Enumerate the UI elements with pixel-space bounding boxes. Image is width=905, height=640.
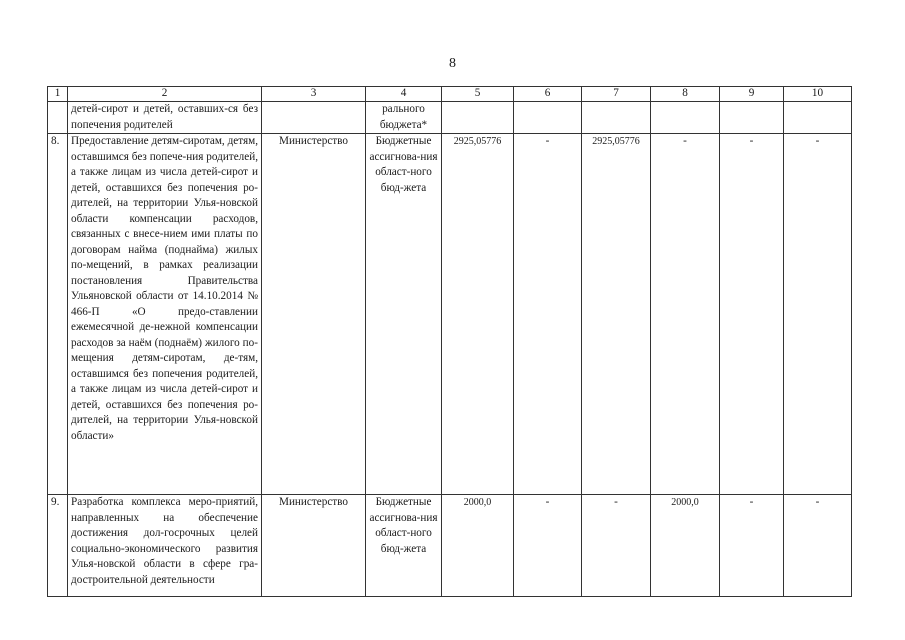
row-value-col9 — [720, 102, 784, 134]
row-description: Разработка комплекса меро-приятий, направленных на обеспечение достижения дол-госрочных целей социально-экономического развития Улья-новской области в сфере гра-достроительной деятельности — [68, 495, 262, 597]
row-value-col7: 2925,05776 — [582, 134, 651, 495]
column-number: 6 — [514, 87, 582, 102]
row-executor: Министерство — [262, 134, 366, 495]
row-number: 8. — [48, 134, 68, 495]
row-value-col8: 2000,0 — [651, 495, 720, 597]
column-number: 7 — [582, 87, 651, 102]
row-value-col5: 2925,05776 — [442, 134, 514, 495]
row-value-col7 — [582, 102, 651, 134]
row-value-col6 — [514, 102, 582, 134]
row-value-col6: - — [514, 495, 582, 597]
column-number: 10 — [784, 87, 852, 102]
column-number: 1 — [48, 87, 68, 102]
budget-table — [47, 86, 852, 597]
table-row — [48, 102, 852, 134]
row-value-col9: - — [720, 134, 784, 495]
row-executor: Министерство — [262, 495, 366, 597]
row-executor — [262, 102, 366, 134]
row-value-col5 — [442, 102, 514, 134]
column-number: 8 — [651, 87, 720, 102]
row-value-col10: - — [784, 134, 852, 495]
column-number: 3 — [262, 87, 366, 102]
row-value-col10: - — [784, 495, 852, 597]
row-description: Предоставление детям-сиротам, детям, оставшимся без попече-ния родителей, а также лицам из числа детей-сирот и детей, оставшихся без попечения ро-дителей, на территории Улья-новской области компенсации расходов, связанных с внесе-нием ими платы по договорам найма (поднайма) жилых по-мещений, в рамках реализации постановления Правительства Ульяновской области от 14.10.2014 № 466-П «О предо-ставлении ежемесячной де-нежной компенсации расходов за наём (поднаём) жилого по-мещения детям-сиротам, де-тям, оставшимся без попечения родителей, а также лицам из числа детей-сирот и детей, оставшихся без попечения ро-дителей, на территории Улья-новской области» — [68, 134, 262, 495]
table-row — [48, 134, 852, 495]
column-number: 9 — [720, 87, 784, 102]
row-description: детей-сирот и детей, оставших-ся без попечения родителей — [68, 102, 262, 134]
column-number-row — [48, 87, 852, 102]
row-value-col6: - — [514, 134, 582, 495]
row-value-col5: 2000,0 — [442, 495, 514, 597]
row-value-col10 — [784, 102, 852, 134]
row-number: 9. — [48, 495, 68, 597]
row-funding-source: Бюджетные ассигнова-ния област-ного бюд-жета — [366, 134, 442, 495]
page-number: 8 — [449, 56, 456, 71]
column-number: 5 — [442, 87, 514, 102]
column-number: 4 — [366, 87, 442, 102]
row-value-col8 — [651, 102, 720, 134]
row-funding-source: Бюджетные ассигнова-ния област-ного бюд-жета — [366, 495, 442, 597]
table-row — [48, 495, 852, 597]
row-funding-source: рального бюджета* — [366, 102, 442, 134]
row-value-col9: - — [720, 495, 784, 597]
row-number — [48, 102, 68, 134]
row-value-col7: - — [582, 495, 651, 597]
column-number: 2 — [68, 87, 262, 102]
row-value-col8: - — [651, 134, 720, 495]
